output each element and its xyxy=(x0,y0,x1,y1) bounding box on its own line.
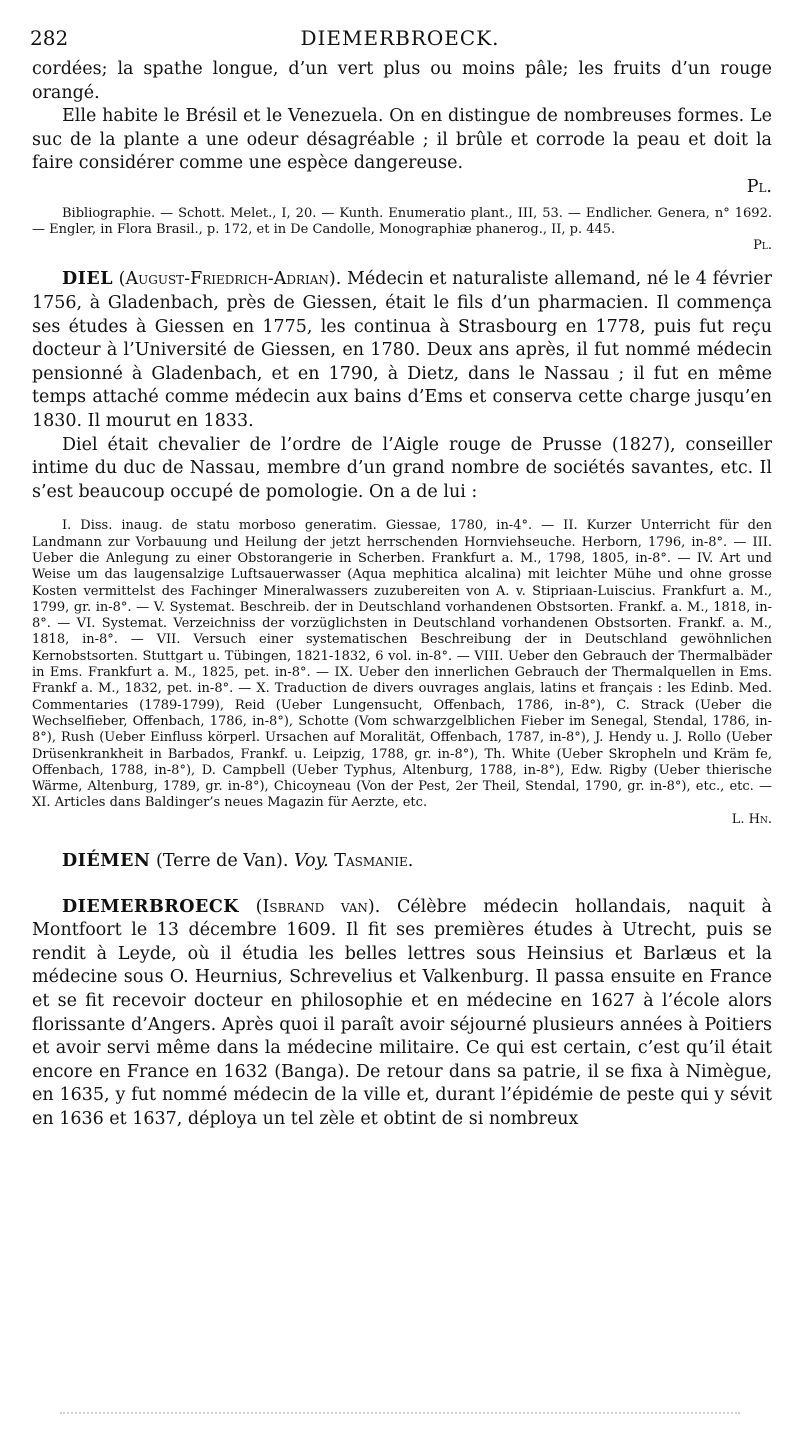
entry-text: Célèbre médecin hollandais, naquit à Montfoort le 13 décembre 1609. Il fit ses premières études à Utrecht, puis se rendit à Leyde, où il étudia les belles lettres sous Heinsius et Barlæus et la médecine sous O. Heurnius, Schrevelius et Valkenburg. Il passa ensuite en France et se fit recevoir docteur en philosophie et en médecine en 1627 à l’école alors florissante d’Angers. Après quoi il paraît avoir séjourné plusieurs années à Poitiers et avoir servi même dans la médecine militaire. Ce qui est certain, c’est qu’il était encore en France en 1632 (Banga). De retour dans sa patrie, il se fixa à Nimègue, en 1635, y fut nommé médecin de la ville et, durant l’épidémie de peste qui y sévit en 1636 et 1637, déploya un tel zèle et obtint de si nombreux xyxy=(32,896,772,1129)
author-signature: L. Hn. xyxy=(731,811,772,827)
running-head: DIEMERBROECK. xyxy=(300,26,500,50)
entry-text: (Terre de Van). xyxy=(156,851,289,872)
paragraph-text: Elle habite le Brésil et le Venezuela. On en distingue de nombreuses formes. Le suc de la plante a une odeur désagréable ; il brûle et corrode la peau et doit la faire considérer comme une espèce dangereuse. xyxy=(32,106,772,174)
entry-forenames: (Isbrand van). xyxy=(255,896,381,917)
cross-reference: Tasmanie. xyxy=(334,851,414,872)
entry-forenames: (August-Friedrich-Adrian). xyxy=(118,269,342,290)
entry-continuation: cordées; la spathe longue, d’un vert plus ou moins pâle; les fruits d’un rouge orangé. xyxy=(32,59,772,103)
spacer xyxy=(32,874,772,896)
works-list xyxy=(32,518,772,828)
page-header xyxy=(30,26,770,56)
author-signature: Pl. xyxy=(746,176,772,197)
see-label: Voy. xyxy=(293,851,329,872)
spacer xyxy=(32,504,772,518)
bibliography-text: Bibliographie. — Schott. Melet., I, 20. — Kunth. Enumeratio plant., III, 53. — Endlicher. Genera, n° 1692. — Engler, in Flora Brasil., p. 172, et in De Candolle, Monographiæ phanerog., II, p. 445. xyxy=(32,205,772,237)
entry-text: Médecin et naturaliste allemand, né le 4 février 1756, à Gladenbach, près de Giessen, était le fils d’un pharmacien. Il commença ses études à Giessen en 1775, les continua à Strasbourg en 1778, puis fut reçu docteur à l’Université de Giessen, en 1780. Deux ans après, il fut nommé médecin pensionné à Gladenbach, et en 1790, à Dietz, dans le Nassau ; il fut en même temps attaché comme médecin aux bains d’Ems et conserva cette charge jusqu’en 1830. Il mourut en 1833. xyxy=(32,269,772,432)
entry-diemen xyxy=(32,850,772,874)
entry-headword: DIÉMEN xyxy=(62,851,151,872)
spacer xyxy=(32,828,772,850)
page-body xyxy=(32,58,772,1132)
spacer xyxy=(32,254,772,268)
entry-diel xyxy=(32,268,772,433)
entry-diemerbroeck xyxy=(32,896,772,1132)
works-text: I. Diss. inaug. de statu morboso generatim. Giessae, 1780, in-4°. — II. Kurzer Unterricht für den Landmann zur Vorbauung und Heilung der jetzt herrschenden Hornviehseuche. Herborn, 1796, in-8°. — III. Ueber die Anlegung zu einer Obstorangerie in Scherben. Frankfurt a. M., 1798, 1805, in-8°. — IV. Art und Weise um das laugensalzige Luftsauerwasser (Aqua mephitica alcalina) mit leichter Mühe und ohne grosse Kosten vermittelst des Fachinger Mineralwassers zuzubereiten von A. v. Stipriaan-Luiscius. Frankfurt a. M., 1799, gr. in-8°. — V. Systemat. Beschreib. der in Deutschland vorhandenen Obstsorten. Frankf. a. M., 1818, in-8°. — VI. Systemat. Verzeichniss der vorzüglichsten in Deutschland vorhandenen Obstsorten. Frankf. a. M., 1818, in-8°. — VII. Versuch einer systematischen Beschreibung der in Deutschland gewöhnlichen Kernobstsorten. Stuttgart u. Tübingen, 1821-1832, 6 vol. in-8°. — VIII. Ueber den Gebrauch der Thermalbäder in Ems. Frankfurt a. M., 1825, pet. in-8°. — IX. Ueber den innerlichen Gebrauch der Thermalquellen in Ems. Frankf a. M., 1832, pet. in-8°. — X. Traduction de divers ouvrages anglais, latins et français : les Edinb. Med. Commentaries (1789-1799), Reid (Ueber Lungensucht, Offenbach, 1786, in-8°), C. Strack (Ueber die Wechselfieber, Offenbach, 1786, in-8°), Schotte (Vom schwarzgelblichen Fieber im Senegal, Stendal, 1786, in-8°), Rush (Ueber Einfluss körperl. Ursachen auf Moralität, Offenbach, 1787, in-8°), J. Hendy u. J. Rollo (Ueber Drüsenkrankheit in Barbados, Frankf. u. Leipzig, 1788, gr. in-8°), Th. White (Ueber Skropheln und Kräm fe, Offenbach, 1788, in-8°), D. Campbell (Ueber Typhus, Altenburg, 1788, in-8°), Edw. Rigby (Ueber thierische Wärme, Altenburg, 1789, gr. in-8°), Chicoyneau (Von der Pest, 2er Theil, Stendal, 1790, gr. in-8°), etc., etc. — XI. Articles dans Baldinger’s neues Magazin für Aerzte, etc. xyxy=(32,518,772,811)
author-signature: Pl. xyxy=(753,238,772,254)
page-number: 282 xyxy=(30,26,69,50)
entry-paragraph xyxy=(32,105,772,199)
bibliography xyxy=(32,206,772,255)
entry-paragraph: Diel était chevalier de l’ordre de l’Aigle rouge de Prusse (1827), conseiller intime du duc de Nassau, membre d’un grand nombre de sociétés savantes, etc. Il s’est beaucoup occupé de pomologie. On a de lui : xyxy=(32,434,772,502)
entry-headword: DIEL xyxy=(62,269,114,290)
scan-artifact xyxy=(60,1412,740,1416)
entry-headword: DIEMERBROECK xyxy=(62,896,240,917)
